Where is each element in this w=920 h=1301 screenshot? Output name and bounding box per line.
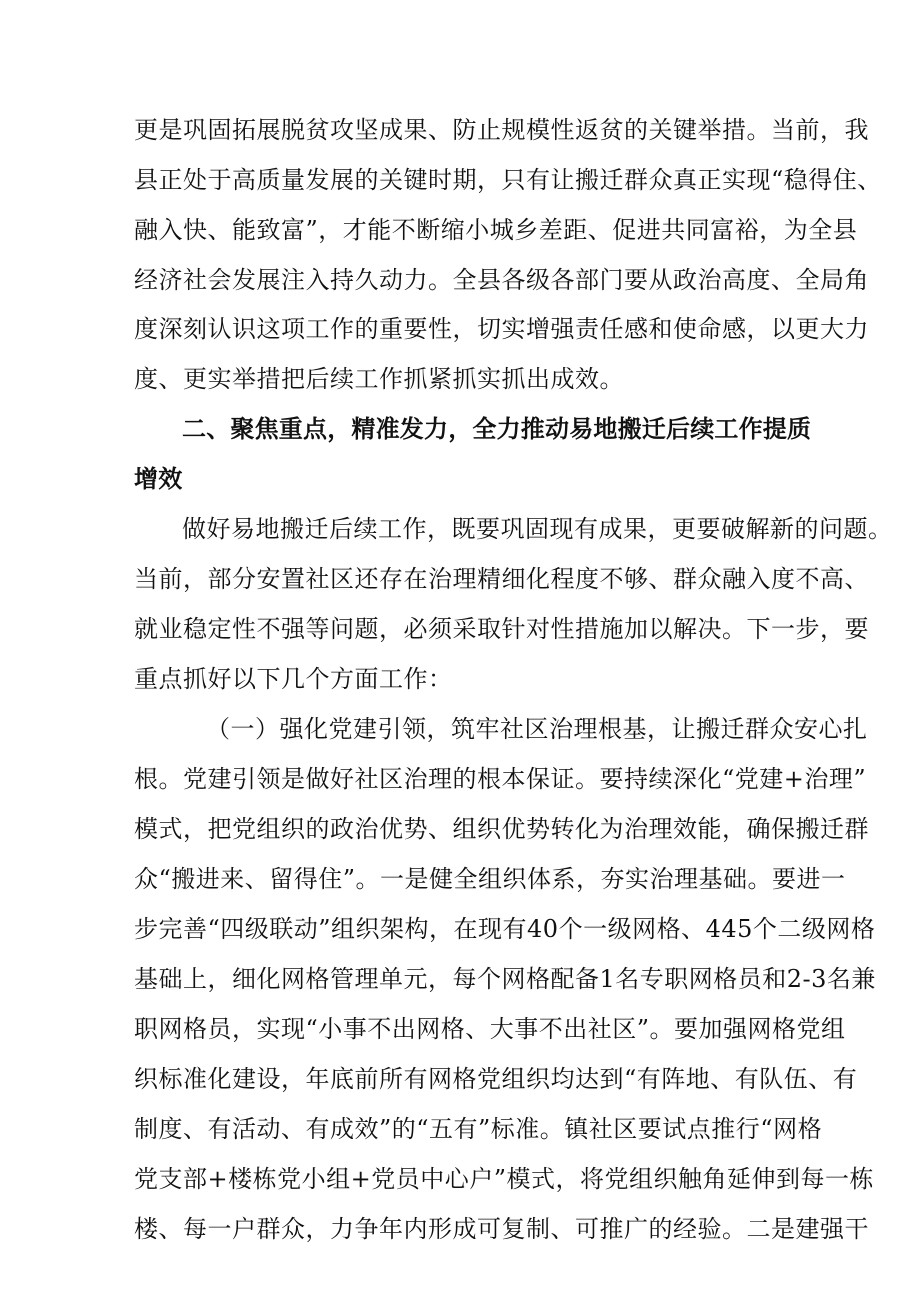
para3-line-9: 制度、有活动、有成效”的“五有”标准。镇社区要试点推行“网格	[134, 1115, 823, 1143]
para3-line-10: 党支部+楼栋党小组+党员中心户”模式，将党组织触角延伸到每一栋	[134, 1165, 874, 1193]
para2-line-2: 当前，部分安置社区还存在治理精细化程度不够、群众融入度不高、	[134, 565, 869, 593]
para2-line-1: 做好易地搬迁后续工作，既要巩固现有成果，更要破解新的问题。	[182, 515, 893, 543]
para3-line-8: 织标准化建设，年底前所有网格党组织均达到“有阵地、有队伍、有	[134, 1065, 858, 1093]
para3-line-2: 根。党建引领是做好社区治理的根本保证。要持续深化“党建+治理”	[134, 765, 867, 793]
para3-line-3: 模式，把党组织的政治优势、组织优势转化为治理效能，确保搬迁群	[134, 815, 869, 843]
para1-line-4: 经济社会发展注入持久动力。全县各级各部门要从政治高度、全局角	[134, 266, 869, 294]
section-heading-line-2: 增效	[134, 465, 183, 493]
para1-line-6: 度、更实举措把后续工作抓紧抓实抓出成效。	[134, 365, 624, 393]
para2-line-4: 重点抓好以下几个方面工作：	[134, 665, 453, 693]
para3-line-11: 楼、每一户群众，力争年内形成可复制、可推广的经验。二是建强干	[134, 1215, 869, 1243]
para3-line-4: 众“搬进来、留得住”。一是健全组织体系，夯实治理基础。要进一	[134, 865, 846, 893]
para2-line-3: 就业稳定性不强等问题，必须采取针对性措施加以解决。下一步，要	[134, 615, 869, 643]
para1-line-5: 度深刻认识这项工作的重要性，切实增强责任感和使命感，以更大力	[134, 315, 869, 343]
para1-line-3: 融入快、能致富”，才能不断缩小城乡差距、促进共同富裕，为全县	[134, 216, 858, 244]
para3-line-6: 基础上，细化网格管理单元，每个网格配备1名专职网格员和2-3名兼	[134, 965, 876, 993]
para3-line-5: 步完善“四级联动”组织架构，在现有40个一级网格、445个二级网格	[134, 915, 876, 943]
para3-line-1: （一）强化党建引领，筑牢社区治理根基，让搬迁群众安心扎	[206, 715, 868, 743]
section-heading-line-1: 二、聚焦重点，精准发力，全力推动易地搬迁后续工作提质	[182, 415, 812, 443]
para3-line-7: 职网格员，实现“小事不出网格、大事不出社区”。要加强网格党组	[134, 1015, 846, 1043]
para1-line-2: 县正处于高质量发展的关键时期，只有让搬迁群众真正实现“稳得住、	[134, 166, 882, 194]
para1-line-1: 更是巩固拓展脱贫攻坚成果、防止规模性返贫的关键举措。当前，我	[134, 116, 869, 144]
